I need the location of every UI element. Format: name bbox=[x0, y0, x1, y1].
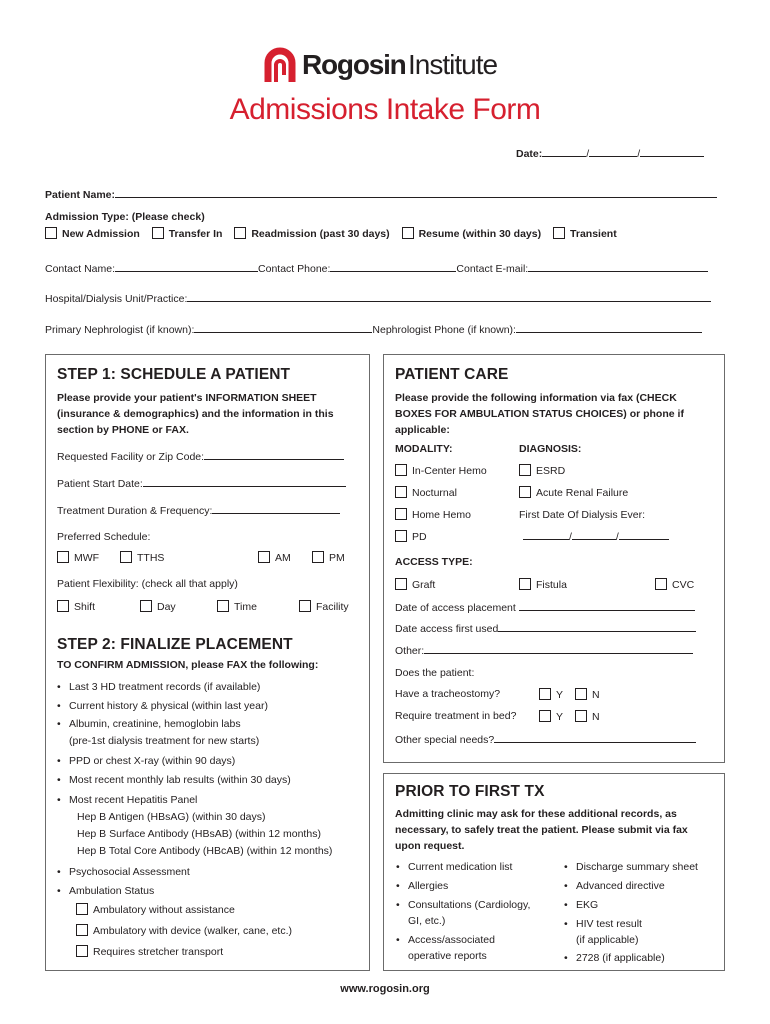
rogosin-logo-icon bbox=[262, 46, 298, 84]
ambulatory-device[interactable]: Ambulatory with device (walker, cane, etc.) bbox=[76, 924, 292, 937]
ambulatory-without[interactable]: Ambulatory without assistance bbox=[76, 903, 235, 916]
date-month-input[interactable] bbox=[542, 147, 586, 157]
checkbox[interactable] bbox=[519, 486, 531, 498]
access-fistula[interactable]: Fistula bbox=[519, 578, 567, 591]
list-item: • Albumin, creatinine, hemoglobin labs (pre-1st dialysis treatment for new starts) bbox=[57, 716, 367, 750]
flex-day[interactable]: Day bbox=[140, 600, 176, 613]
admission-type-options bbox=[45, 227, 617, 240]
list-item: • EKG bbox=[564, 896, 724, 915]
facility-input[interactable] bbox=[204, 450, 344, 460]
checkbox[interactable] bbox=[140, 600, 152, 612]
checkbox[interactable] bbox=[234, 227, 246, 239]
access-placement-input[interactable] bbox=[519, 601, 695, 611]
checkbox[interactable] bbox=[402, 227, 414, 239]
admission-new[interactable]: New Admission bbox=[45, 228, 140, 240]
checkbox[interactable] bbox=[519, 578, 531, 590]
brand-name-bold: Rogosin bbox=[302, 49, 406, 80]
list-item: • Last 3 HD treatment records (if available) bbox=[57, 678, 367, 697]
other-needs-input[interactable] bbox=[494, 733, 696, 743]
checkbox[interactable] bbox=[553, 227, 565, 239]
modality-home[interactable]: Home Hemo bbox=[395, 508, 471, 521]
checkbox[interactable] bbox=[120, 551, 132, 563]
step1-intro: Please provide your patient's INFORMATION SHEET (insurance & demographics) and the information in this section by PHONE or FAX. bbox=[57, 392, 334, 436]
other-row: Other: bbox=[395, 644, 693, 657]
checkbox[interactable] bbox=[76, 945, 88, 957]
step1-title: STEP 1: SCHEDULE A PATIENT bbox=[57, 366, 291, 383]
step2-intro: TO CONFIRM ADMISSION, please FAX the following: bbox=[57, 659, 319, 671]
list-item: • Most recent Hepatitis Panel Hep B Antigen (HBsAG) (within 30 days) Hep B Surface Antibody (HBsAB) (within 12 months) Hep B Total Core Antibody (HBcAB) (within 12 months) bbox=[57, 792, 367, 860]
checkbox[interactable] bbox=[539, 710, 551, 722]
access-type-label: ACCESS TYPE: bbox=[395, 556, 473, 568]
facility-row: Requested Facility or Zip Code: bbox=[57, 450, 344, 463]
checkbox[interactable] bbox=[395, 464, 407, 476]
contact-row: Contact Name: Contact Phone: Contact E-mail: bbox=[45, 262, 708, 275]
start-date-row: Patient Start Date: bbox=[57, 477, 346, 490]
checkbox[interactable] bbox=[76, 903, 88, 915]
diagnosis-label: DIAGNOSIS: bbox=[519, 443, 582, 455]
hep-item: Hep B Total Core Antibody (HBcAB) (within 12 months) bbox=[77, 845, 333, 857]
date-day-input[interactable] bbox=[589, 147, 637, 157]
nephrologist-row: Primary Nephrologist (if known): Nephrologist Phone (if known): bbox=[45, 323, 702, 336]
trach-no[interactable]: N bbox=[575, 688, 600, 701]
list-item: • PPD or chest X-ray (within 90 days) bbox=[57, 752, 367, 771]
form-title: Admissions Intake Form bbox=[229, 93, 541, 126]
list-item: • Psychosocial Assessment bbox=[57, 863, 367, 882]
list-item: • Discharge summary sheet bbox=[564, 858, 724, 877]
does-patient-label: Does the patient: bbox=[395, 667, 475, 679]
checkbox[interactable] bbox=[395, 486, 407, 498]
date-year-input[interactable] bbox=[640, 147, 704, 157]
access-placement-row: Date of access placement bbox=[395, 601, 695, 614]
prior-list-left bbox=[396, 858, 556, 964]
schedule-tths[interactable]: TTHS bbox=[120, 551, 164, 564]
checkbox[interactable] bbox=[575, 688, 587, 700]
schedule-label: Preferred Schedule: bbox=[57, 531, 151, 543]
admission-readmission[interactable]: Readmission (past 30 days) bbox=[234, 228, 389, 240]
diagnosis-arf[interactable]: Acute Renal Failure bbox=[519, 486, 628, 499]
checkbox[interactable] bbox=[258, 551, 270, 563]
list-item: • HIV test result (if applicable) bbox=[564, 916, 724, 948]
flex-shift[interactable]: Shift bbox=[57, 600, 95, 613]
list-item: • Allergies bbox=[396, 877, 556, 896]
tracheostomy-row: Have a tracheostomy? bbox=[395, 688, 501, 700]
checkbox[interactable] bbox=[655, 578, 667, 590]
brand-name-light: Institute bbox=[408, 49, 498, 80]
checkbox[interactable] bbox=[575, 710, 587, 722]
checkbox[interactable] bbox=[152, 227, 164, 239]
hep-item: Hep B Antigen (HBsAG) (within 30 days) bbox=[77, 811, 266, 823]
patient-care-title: PATIENT CARE bbox=[395, 366, 509, 383]
access-cvc[interactable]: CVC bbox=[655, 578, 694, 591]
checkbox[interactable] bbox=[57, 551, 69, 563]
prior-list-right bbox=[564, 858, 724, 968]
checkbox[interactable] bbox=[57, 600, 69, 612]
admission-resume[interactable]: Resume (within 30 days) bbox=[402, 228, 542, 240]
flex-time[interactable]: Time bbox=[217, 600, 257, 613]
first-dialysis-label: First Date Of Dialysis Ever: bbox=[519, 509, 646, 521]
access-first-used-row: Date access first used bbox=[395, 622, 696, 635]
checkbox[interactable] bbox=[395, 578, 407, 590]
list-item: • Consultations (Cardiology, GI, etc.) bbox=[396, 897, 556, 929]
flex-label: Patient Flexibility: (check all that apply) bbox=[57, 578, 238, 590]
checkbox[interactable] bbox=[539, 688, 551, 700]
diagnosis-esrd[interactable]: ESRD bbox=[519, 464, 565, 477]
contact-email-input[interactable] bbox=[528, 262, 708, 272]
bed-yes[interactable]: Y bbox=[539, 710, 563, 723]
admission-type-label: Admission Type: (Please check) bbox=[45, 211, 205, 223]
admission-transient[interactable]: Transient bbox=[553, 228, 617, 240]
schedule-pm[interactable]: PM bbox=[312, 551, 345, 564]
modality-label: MODALITY: bbox=[395, 443, 453, 455]
contact-phone-input[interactable] bbox=[330, 262, 456, 272]
schedule-am[interactable]: AM bbox=[258, 551, 291, 564]
modality-in-center[interactable]: In-Center Hemo bbox=[395, 464, 487, 477]
list-item: • Current history & physical (within last year) bbox=[57, 697, 367, 716]
bed-no[interactable]: N bbox=[575, 710, 600, 723]
first-dialysis-year-input[interactable] bbox=[619, 530, 669, 540]
trach-yes[interactable]: Y bbox=[539, 688, 563, 701]
patient-name-field: Patient Name: bbox=[45, 188, 717, 201]
list-item: • Advanced directive bbox=[564, 877, 724, 896]
date-field: Date: / / bbox=[516, 147, 704, 160]
prior-intro: Admitting clinic may ask for these additional records, as necessary, to safely treat the patient. Please submit via fax upon request. bbox=[395, 808, 688, 852]
first-dialysis-month-input[interactable] bbox=[523, 530, 569, 540]
other-input[interactable] bbox=[424, 644, 693, 654]
step2-list bbox=[57, 678, 367, 901]
list-item: • Ambulation Status bbox=[57, 882, 367, 901]
checkbox[interactable] bbox=[217, 600, 229, 612]
checkbox[interactable] bbox=[45, 227, 57, 239]
hep-item: Hep B Surface Antibody (HBsAB) (within 12 months) bbox=[77, 828, 321, 840]
hospital-input[interactable] bbox=[187, 292, 711, 302]
access-first-used-input[interactable] bbox=[498, 622, 696, 632]
access-graft[interactable]: Graft bbox=[395, 578, 435, 591]
contact-name-input[interactable] bbox=[115, 262, 258, 272]
nephrologist-phone-input[interactable] bbox=[516, 323, 702, 333]
list-item: • Current medication list bbox=[396, 858, 556, 877]
other-needs-row: Other special needs? bbox=[395, 733, 696, 746]
admission-transfer[interactable]: Transfer In bbox=[152, 228, 223, 240]
bed-row: Require treatment in bed? bbox=[395, 710, 517, 722]
duration-row: Treatment Duration & Frequency: bbox=[57, 504, 340, 517]
stretcher-transport[interactable]: Requires stretcher transport bbox=[76, 945, 223, 958]
schedule-mwf[interactable]: MWF bbox=[57, 551, 99, 564]
first-dialysis-date: / / bbox=[523, 530, 669, 543]
nephrologist-input[interactable] bbox=[194, 323, 372, 333]
checkbox[interactable] bbox=[76, 924, 88, 936]
hospital-row: Hospital/Dialysis Unit/Practice: bbox=[45, 292, 711, 305]
checkbox[interactable] bbox=[395, 508, 407, 520]
list-item: • 2728 (if applicable) bbox=[564, 949, 724, 968]
modality-pd[interactable]: PD bbox=[395, 530, 427, 543]
footer-url[interactable]: www.rogosin.org bbox=[340, 983, 430, 995]
checkbox[interactable] bbox=[312, 551, 324, 563]
checkbox[interactable] bbox=[299, 600, 311, 612]
patient-name-input[interactable] bbox=[115, 188, 717, 198]
start-date-input[interactable] bbox=[143, 477, 346, 487]
first-dialysis-day-input[interactable] bbox=[572, 530, 616, 540]
modality-nocturnal[interactable]: Nocturnal bbox=[395, 486, 457, 499]
list-item: • Most recent monthly lab results (within 30 days) bbox=[57, 771, 367, 790]
checkbox[interactable] bbox=[519, 464, 531, 476]
prior-title: PRIOR TO FIRST TX bbox=[395, 783, 545, 800]
flex-facility[interactable]: Facility bbox=[299, 600, 349, 613]
checkbox[interactable] bbox=[395, 530, 407, 542]
duration-input[interactable] bbox=[212, 504, 340, 514]
patient-care-intro: Please provide the following information via fax (CHECK BOXES FOR AMBULATION STATUS CHOICES) or phone if applicable: bbox=[395, 392, 684, 436]
step2-title: STEP 2: FINALIZE PLACEMENT bbox=[57, 636, 293, 653]
list-item: • Access/associated operative reports bbox=[396, 932, 556, 964]
